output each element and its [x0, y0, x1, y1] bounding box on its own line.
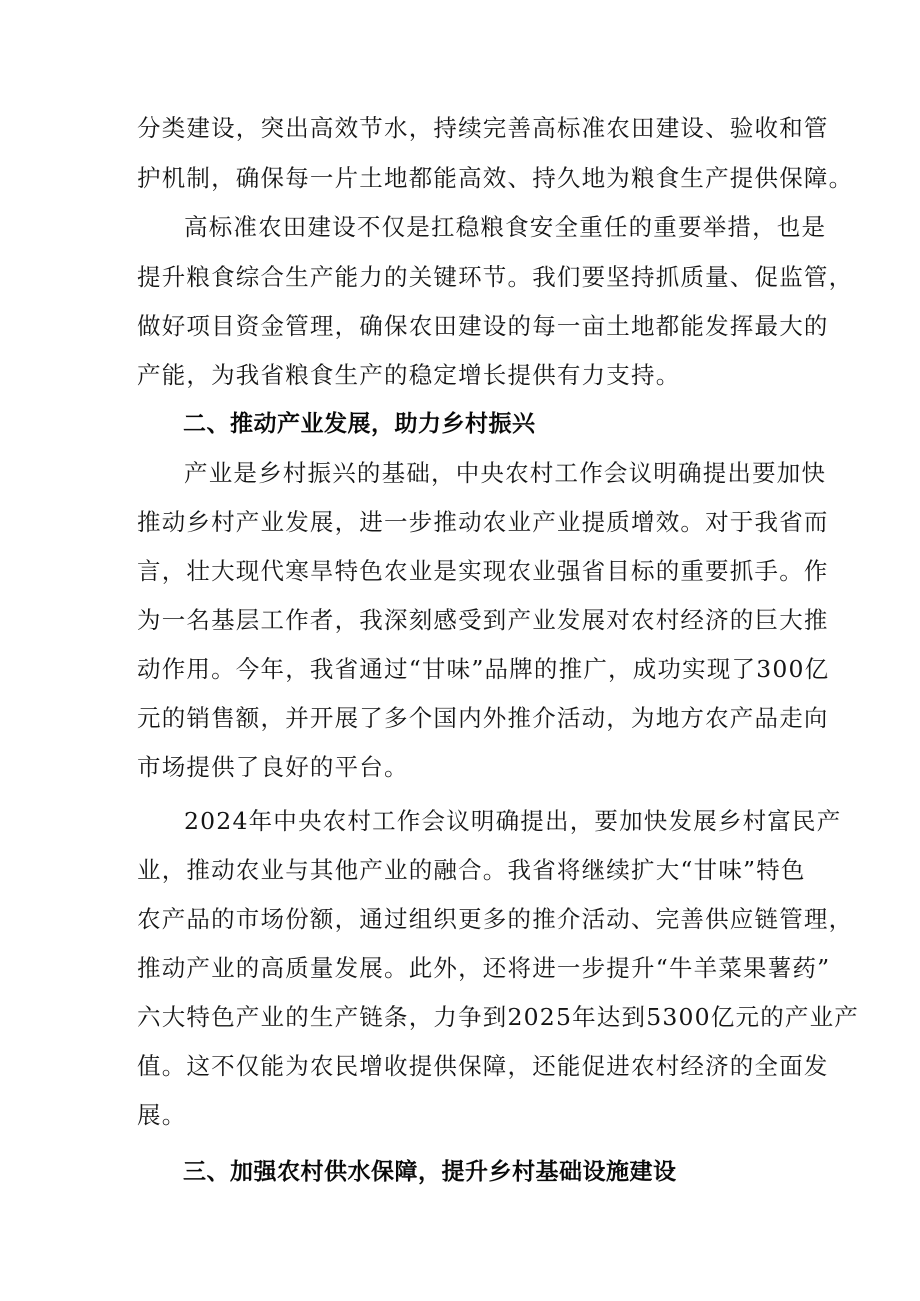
paragraph-line: 2024年中央农村工作会议明确提出，要加快发展乡村富民产 — [184, 807, 842, 835]
paragraph-line: 分类建设，突出高效节水，持续完善高标准农田建设、验收和管 — [137, 114, 829, 142]
paragraph-line: 为一名基层工作者，我深刻感受到产业发展对农村经济的巨大推 — [137, 606, 829, 634]
paragraph-line: 言，壮大现代寒旱特色农业是实现农业强省目标的重要抓手。作 — [137, 557, 829, 585]
paragraph-line: 高标准农田建设不仅是扛稳粮食安全重任的重要举措，也是 — [184, 213, 827, 241]
paragraph-line: 展。 — [137, 1101, 187, 1129]
paragraph-line: 产业是乡村振兴的基础，中央农村工作会议明确提出要加快 — [184, 459, 827, 487]
paragraph-line: 产能，为我省粮食生产的稳定增长提供有力支持。 — [137, 361, 681, 389]
paragraph-line: 业，推动农业与其他产业的融合。我省将继续扩大“甘味”特色 — [137, 856, 806, 884]
paragraph-line: 推动乡村产业发展，进一步推动农业产业提质增效。对于我省而 — [137, 508, 829, 536]
paragraph-line: 护机制，确保每一片土地都能高效、持久地为粮食生产提供保障。 — [137, 164, 854, 192]
paragraph-line: 值。这不仅能为农民增收提供保障，还能促进农村经济的全面发 — [137, 1052, 829, 1080]
paragraph-line: 市场提供了良好的平台。 — [137, 753, 409, 781]
paragraph-line: 提升粮食综合生产能力的关键环节。我们要坚持抓质量、促监管， — [137, 263, 854, 291]
section-heading: 二、推动产业发展，助力乡村振兴 — [183, 411, 536, 437]
paragraph-line: 做好项目资金管理，确保农田建设的每一亩土地都能发挥最大的 — [137, 312, 829, 340]
paragraph-line: 推动产业的高质量发展。此外，还将进一步提升“牛羊菜果薯药” — [137, 954, 831, 982]
paragraph-line: 农产品的市场份额，通过组织更多的推介活动、完善供应链管理， — [137, 905, 854, 933]
paragraph-line: 六大特色产业的生产链条，力争到2025年达到5300亿元的产业产 — [137, 1003, 860, 1031]
paragraph-line: 动作用。今年，我省通过“甘味”品牌的推广，成功实现了300亿 — [137, 655, 830, 683]
paragraph-line: 元的销售额，并开展了多个国内外推介活动，为地方农产品走向 — [137, 704, 829, 732]
section-heading: 三、加强农村供水保障，提升乡村基础设施建设 — [183, 1159, 677, 1185]
